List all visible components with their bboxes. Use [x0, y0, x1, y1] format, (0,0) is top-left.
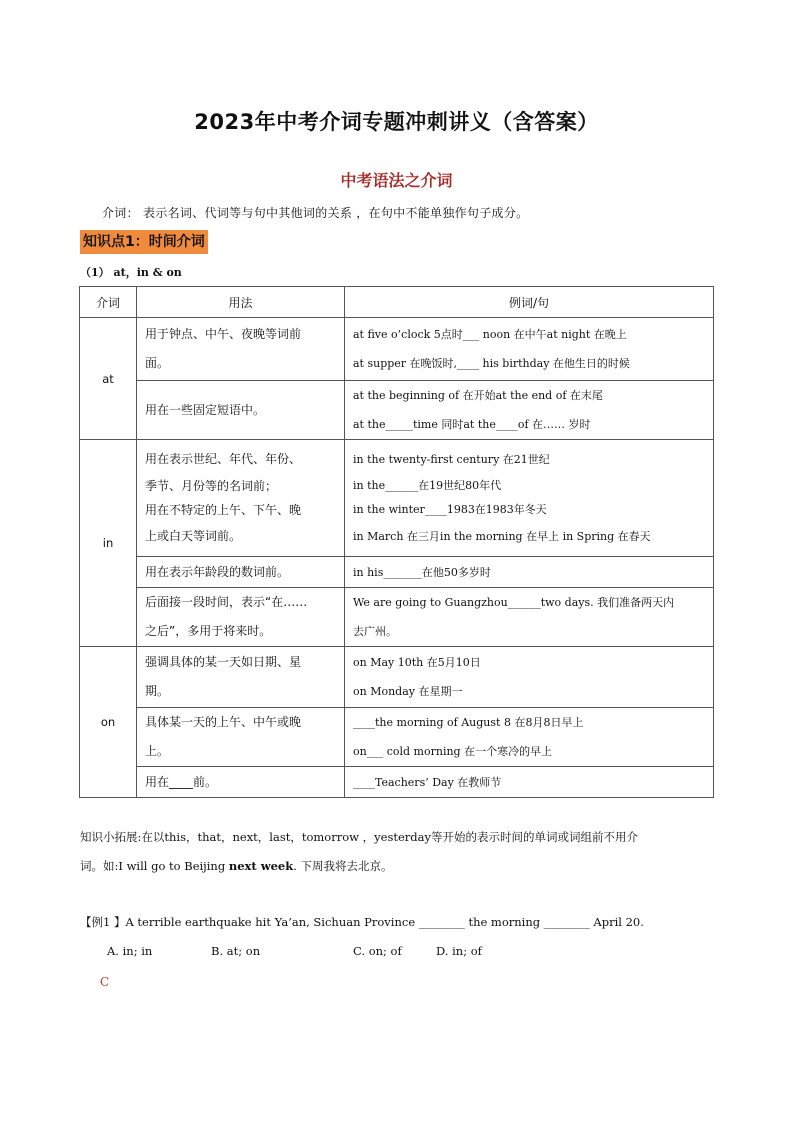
tip-line-1: 知识小拓展:在以this，that，next，last，tomorrow ，yesterday等开始的表示时间的单词或词组前不用介 — [80, 830, 638, 844]
option-c: C. on; of — [353, 944, 402, 958]
usage-cell — [137, 767, 345, 798]
table-row — [80, 381, 714, 440]
example-cell — [345, 708, 714, 767]
usage-line: 用在一些固定短语中。 — [145, 402, 266, 417]
preposition-in: in — [80, 440, 137, 647]
example-line: on May 10th 在5月10日 — [353, 656, 481, 669]
example-line: on___ cold morning 在一个寒冷的早上 — [353, 745, 553, 758]
example-line: on Monday 在星期一 — [353, 685, 463, 698]
example-cell — [345, 318, 714, 381]
preposition-on: on — [80, 647, 137, 798]
example-line: in his_______在他50多岁时 — [353, 565, 491, 579]
intro-text: 介词： 表示名词、代词等与句中其他词的关系 ，在句中不能单独作句子成分。 — [102, 206, 529, 220]
tip-emphasis: next week — [228, 859, 294, 873]
example-cell — [345, 440, 714, 557]
example-cell — [345, 557, 714, 588]
page-title: 2023年中考介词专题冲刺讲义（含答案） — [194, 110, 599, 134]
page-subtitle: 中考语法之介词 — [340, 171, 453, 190]
usage-line: 上或白天等词前。 — [145, 529, 242, 543]
example-line: ____the morning of August 8 在8月8日早上 — [353, 716, 584, 729]
usage-line: 用在不特定的上午、下午、晚 — [145, 503, 302, 517]
usage-line: 后面接一段时间，表示“在…… — [145, 595, 308, 609]
example-cell — [345, 767, 714, 798]
table-row — [80, 647, 714, 708]
header-examples: 例词/句 — [345, 287, 714, 318]
tip-text: . 下周我将去北京。 — [293, 859, 393, 873]
usage-line: 用在____前。 — [145, 774, 218, 789]
usage-line: 期。 — [145, 684, 170, 698]
usage-line: 具体某一天的上午、中午或晚 — [145, 715, 302, 729]
example-cell — [345, 647, 714, 708]
usage-line: 之后”，多用于将来时。 — [145, 624, 272, 638]
example-line: in the twenty-first century 在21世纪 — [353, 453, 550, 466]
example-cell — [345, 381, 714, 440]
usage-cell — [137, 588, 345, 647]
section-heading: 知识点1：时间介词 — [80, 230, 208, 254]
header-preposition: 介词 — [80, 287, 137, 318]
usage-line: 用于钟点、中午、夜晚等词前 — [145, 327, 302, 341]
sub-heading: （1） at，in & on — [80, 266, 182, 279]
header-usage: 用法 — [137, 287, 345, 318]
table-row — [80, 767, 714, 798]
tip-line-2 — [80, 858, 393, 874]
option-b: B. at; on — [211, 944, 261, 958]
example-question: 【例1 】A terrible earthquake hit Ya’an, Sichuan Province ________ the morning ________ April 20. — [80, 915, 644, 929]
example-line: We are going to Guangzhou______two days. 我们准备两天内 — [353, 596, 675, 609]
answer-text: C — [100, 975, 110, 989]
example-line: in March 在三月in the morning 在早上 in Spring 在春天 — [353, 530, 651, 543]
example-line: ____Teachers’ Day 在教师节 — [353, 775, 502, 789]
table-row — [80, 588, 714, 647]
usage-cell — [137, 708, 345, 767]
usage-cell — [137, 381, 345, 440]
preposition-table — [79, 286, 714, 798]
example-line: 去广州。 — [353, 625, 397, 638]
tip-text: 词。如:I will go to Beijing — [80, 859, 229, 873]
usage-line: 用在表示世纪、年代、年份、 — [145, 452, 302, 466]
option-d: D. in; of — [436, 944, 482, 958]
example-line: at the beginning of 在开始at the end of 在末尾 — [353, 389, 603, 402]
table-row — [80, 708, 714, 767]
usage-line: 强调具体的某一天如日期、星 — [145, 655, 302, 669]
example-cell — [345, 588, 714, 647]
example-line: in the______在19世纪80年代 — [353, 479, 502, 492]
example-line: in the winter____1983在1983年冬天 — [353, 503, 547, 516]
usage-cell — [137, 647, 345, 708]
preposition-at: at — [80, 318, 137, 440]
usage-cell — [137, 557, 345, 588]
usage-cell — [137, 440, 345, 557]
usage-line: 上。 — [145, 744, 170, 758]
option-a: A. in; in — [107, 944, 153, 958]
table-header-row — [80, 287, 714, 318]
table-row — [80, 318, 714, 381]
example-line: at the_____time 同时at the____of 在…… 岁时 — [353, 418, 591, 431]
usage-line: 季节、月份等的名词前； — [145, 479, 278, 493]
usage-line: 用在表示年龄段的数词前。 — [145, 564, 290, 579]
usage-line: 面。 — [145, 356, 170, 370]
example-line: at five o’clock 5点时___ noon 在中午at night 在晚上 — [353, 328, 627, 341]
usage-cell — [137, 318, 345, 381]
table-row — [80, 557, 714, 588]
table-row — [80, 440, 714, 557]
example-line: at supper 在晚饭时,____ his birthday 在他生日的时候 — [353, 357, 630, 370]
